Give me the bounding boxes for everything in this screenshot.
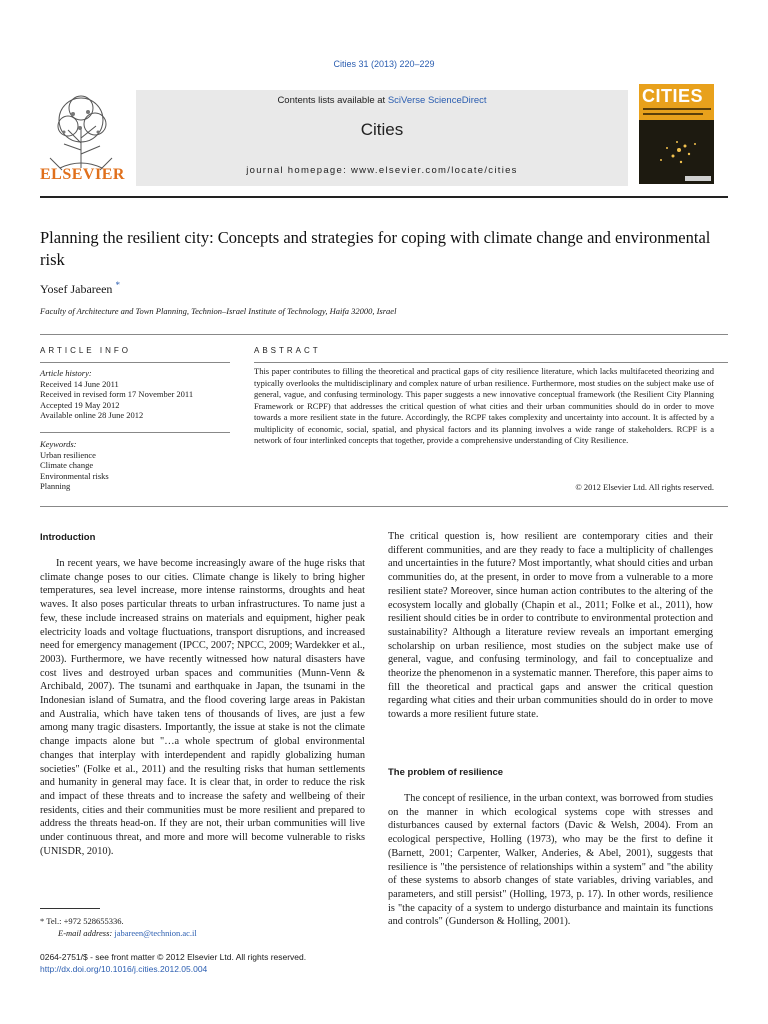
keyword-item: Urban resilience bbox=[40, 449, 96, 460]
left-column bbox=[40, 557, 365, 858]
journal-citation[interactable]: Cities 31 (2013) 220–229 bbox=[333, 59, 435, 69]
history-item: Accepted 19 May 2012 bbox=[40, 399, 120, 410]
cover-subtitle-line bbox=[643, 113, 703, 115]
author-affiliation: Faculty of Architecture and Town Planning, Technion–Israel Institute of Technology, Haifa 32000, Israel bbox=[40, 306, 397, 316]
right-column-top bbox=[388, 530, 713, 722]
keywords-block bbox=[40, 439, 225, 492]
publisher-name: ELSEVIER bbox=[40, 166, 125, 183]
abstract-text: This paper contributes to filling the theoretical and practical gaps of city resilience literature, which lacks multifaceted theorizing and typically overlooks the multidisciplinary and complex nature of urban resilience. Furthermore, most studies on the subject make use of general, vague, and confusing terminology. This paper suggests a new innovative conceptual framework (the Resilient City Planning Framework or RCPF) that addresses the critical question of what cities and their urban communities should do in order to move towards a more resilient state in the future. Accordingly, the RCPF takes complexity and uncertainty into account. It is affected by a multiplicity of economic, social, spatial, and physical factors and its planning involves a wide range of stakeholders. RCPF is a network of four interlinked concepts that together, provide a comprehensive understanding of City Resilience. bbox=[254, 366, 714, 445]
divider bbox=[254, 362, 728, 363]
email-label: E-mail address: bbox=[58, 928, 115, 938]
history-item: Received in revised form 17 November 2011 bbox=[40, 389, 194, 400]
history-item: Received 14 June 2011 bbox=[40, 378, 119, 389]
footnote-rule bbox=[40, 908, 100, 909]
right-column-bottom bbox=[388, 792, 713, 929]
journal-title: Cities bbox=[360, 120, 404, 139]
divider bbox=[40, 334, 728, 335]
cover-city-lights-icon bbox=[639, 120, 714, 184]
keyword-item: Climate change bbox=[40, 460, 94, 471]
author-email-link[interactable]: jabareen@technion.ac.il bbox=[114, 928, 197, 938]
abstract-copyright: © 2012 Elsevier Ltd. All rights reserved. bbox=[575, 482, 714, 492]
journal-cover-image bbox=[639, 84, 714, 184]
intro-paragraph: In recent years, we have become increasingly aware of the huge risks that climate change poses to our cities. Climate change is likely to bring higher temperatures, sea level increase, more intense rainstorms, droughts and heat waves. It also poses particular threats to urban infrastructures. To name just a few, these include increased strains on materials and equipment, higher peak electricity loads and voltage fluctuations, transport disruptions, and increased need for emergency management (IPCC, 2007; NPCC, 2009; Wardekker et al., 2003). Furthermore, we have recently witnessed how natural disasters have cost lives and destroyed urban spaces and communities (Munn-Venn & Archibald, 2007). The tsunami and earthquake in Japan, the tsunami in the Indonesian island of Sumatra, and the flood covering large areas in Pakistan and Australia, which have taken tens of thousands of lives, are just a few among many tragic disasters. Importantly, the issue at stake is not the climate change impacts alone but "…a whole spectrum of global environmental changes that interplay with interdependent and rapidly globalizing human societies" (Folke et al., 2011) and the resulting risks that human settlements and humanity in general may face. It is clear that, in order to reduce the risk and impact of these threats and to increase the safety and wellbeing of their residents, cities and their communities must be more resilient and prepared to address the threats head-on. If they are not, their urban communities will live under continuous threat, and more and more will become vulnerable to risks (UNISDR, 2010). bbox=[40, 558, 365, 857]
journal-homepage[interactable]: journal homepage: www.elsevier.com/locate/cities bbox=[246, 165, 518, 176]
abstract-heading: ABSTRACT bbox=[254, 346, 321, 355]
cover-subtitle-line bbox=[643, 108, 711, 110]
header-rule bbox=[40, 196, 728, 198]
article-title: Planning the resilient city: Concepts and strategies for coping with climate change and environmental risk bbox=[40, 228, 711, 269]
doi-link[interactable]: http://dx.doi.org/10.1016/j.cities.2012.05.004 bbox=[40, 964, 208, 974]
critical-question-paragraph: The critical question is, how resilient are contemporary cities and their different communities, and are they ready to face a multiplicity of challenges and uncertainties in the future? Most importantly, what should cities and urban communities do, at the present, in order to move from a vulnerable to a more resilient state? Moreover, since human action contributes to the altering of the ecosystem locally and globally (Chapin et al., 2011; Folke et al., 2011), how resilient should cities be in order to contribute to environmental protection and sustainability? Although a literature review reveals an important emerging scholarship on urban resilience, most studies on the subject make use of general, vague, and confusing terminology, and fail to conceptualize and theorize the phenomenon in a systematic manner. Therefore, this paper aims to fill the theoretical and practical gaps and answer the critical question regarding what cities and their urban communities should do in order to move towards a more resilient future state. bbox=[388, 531, 713, 721]
divider bbox=[40, 506, 728, 507]
issn-line: 0264-2751/$ - see front matter © 2012 Elsevier Ltd. All rights reserved. bbox=[40, 952, 307, 962]
keyword-item: Environmental risks bbox=[40, 470, 109, 481]
history-item: Available online 28 June 2012 bbox=[40, 410, 144, 421]
divider bbox=[40, 362, 230, 363]
history-label: Article history: bbox=[40, 368, 92, 378]
keyword-item: Planning bbox=[40, 481, 71, 492]
problem-heading: The problem of resilience bbox=[388, 767, 504, 778]
sciencedirect-link[interactable]: SciVerse ScienceDirect bbox=[387, 95, 487, 106]
cover-title: CITIES bbox=[642, 86, 704, 106]
contents-prefix: Contents lists available at bbox=[277, 95, 388, 106]
article-history bbox=[40, 368, 225, 421]
author-name: Yosef Jabareen bbox=[40, 282, 113, 296]
resilience-paragraph: The concept of resilience, in the urban context, was borrowed from studies on the manner in which ecological systems cope with stresses and disturbances caused by external factors (Davic & Welsh, 2004). From an ecological perspective, Holling (1973), who may be the first to define it (Barnett, 2001; Carpenter, Walker, Anderies, & Abel, 2001), suggests that resilience is "the persistence of relationships within a system" and "the ability of these systems to absorb changes of state variables, driving variables, and parameters, and still persist" (Holling, 1973, p. 17). In other words, resilience is "the capacity of a system to undergo disturbance and maintain its functions and controls" (Gunderson & Holling, 2001). bbox=[388, 793, 713, 928]
divider bbox=[40, 432, 230, 433]
author-line bbox=[40, 280, 120, 297]
author-footnote-mark[interactable]: * bbox=[115, 280, 120, 290]
journal-masthead bbox=[40, 82, 728, 186]
footnote-email bbox=[58, 928, 197, 939]
contents-line bbox=[136, 95, 628, 106]
keywords-label: Keywords: bbox=[40, 439, 77, 449]
journal-info-panel bbox=[136, 90, 628, 186]
article-info-heading: ARTICLE INFO bbox=[40, 346, 131, 355]
introduction-heading: Introduction bbox=[40, 532, 96, 543]
footnote-tel: * Tel.: +972 528655336. bbox=[40, 916, 124, 926]
